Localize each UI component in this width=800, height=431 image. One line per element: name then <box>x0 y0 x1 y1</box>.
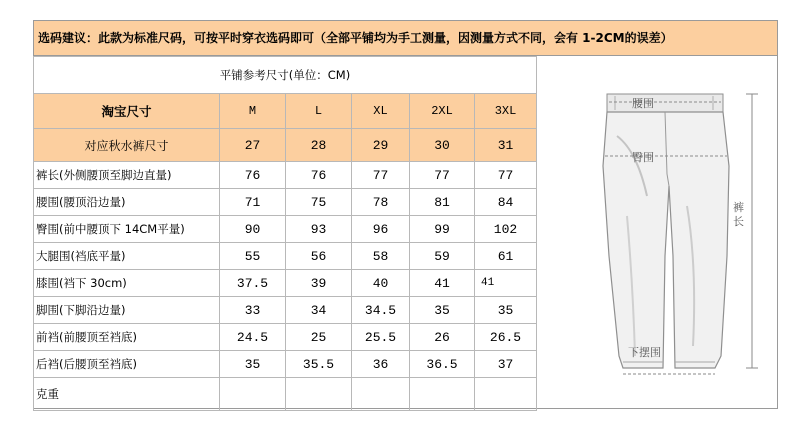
size-header-cell: XL <box>352 94 410 129</box>
measure-value: 25 <box>286 324 352 351</box>
measure-value: 36.5 <box>410 351 475 378</box>
size-header-label: 淘宝尺寸 <box>34 94 220 129</box>
measure-value: 90 <box>220 216 286 243</box>
measure-value: 96 <box>352 216 410 243</box>
size-header-cell: L <box>286 94 352 129</box>
measure-label: 臀围(前中腰顶下 14CM平量) <box>34 216 220 243</box>
waist-size-cell: 30 <box>410 129 475 162</box>
measure-value: 55 <box>220 243 286 270</box>
size-header-cell: M <box>220 94 286 129</box>
measure-value <box>286 378 352 411</box>
measure-value: 58 <box>352 243 410 270</box>
measure-value: 35.5 <box>286 351 352 378</box>
measure-label: 膝围(裆下 30cm) <box>34 270 220 297</box>
measure-value: 77 <box>410 162 475 189</box>
length-diagram-label: 裤 长 <box>733 201 744 228</box>
hem-diagram-label: 下摆围 <box>628 346 661 359</box>
measure-value: 75 <box>286 189 352 216</box>
waist-size-cell: 31 <box>475 129 537 162</box>
table-row <box>34 216 537 243</box>
measure-label: 后裆(后腰顶至裆底) <box>34 351 220 378</box>
table-title: 平铺参考尺寸(单位：CM) <box>34 57 537 94</box>
measure-value <box>410 378 475 411</box>
measure-value: 56 <box>286 243 352 270</box>
measure-value: 93 <box>286 216 352 243</box>
table-row <box>34 243 537 270</box>
size-header-cell: 3XL <box>475 94 537 129</box>
size-header-row <box>34 94 537 129</box>
table-row <box>34 162 537 189</box>
measure-value: 102 <box>475 216 537 243</box>
measure-value: 35 <box>220 351 286 378</box>
measure-value: 61 <box>475 243 537 270</box>
measure-value: 40 <box>352 270 410 297</box>
waist-size-cell: 29 <box>352 129 410 162</box>
table-row <box>34 378 537 411</box>
measure-value: 76 <box>220 162 286 189</box>
measure-label: 克重 <box>34 378 220 411</box>
measure-label: 腰围(腰顶沿边量) <box>34 189 220 216</box>
measure-value: 26.5 <box>475 324 537 351</box>
measure-value: 71 <box>220 189 286 216</box>
table-row <box>34 270 537 297</box>
measure-label: 前裆(前腰顶至裆底) <box>34 324 220 351</box>
trousers-diagram <box>536 56 779 409</box>
sizing-advice-banner: 选码建议：此款为标准尺码，可按平时穿衣选码即可（全部平铺均为手工测量，因测量方式不同，会有 1-2CM的误差） <box>33 20 778 56</box>
measure-value: 35 <box>410 297 475 324</box>
measure-value: 76 <box>286 162 352 189</box>
table-row <box>34 189 537 216</box>
measure-value: 35 <box>475 297 537 324</box>
measure-value: 37.5 <box>220 270 286 297</box>
waist-size-row <box>34 129 537 162</box>
table-row <box>34 324 537 351</box>
table-row <box>34 297 537 324</box>
measure-value: 33 <box>220 297 286 324</box>
waist-diagram-label: 腰围 <box>632 97 654 110</box>
measure-value: 37 <box>475 351 537 378</box>
measure-label: 大腿围(裆底平量) <box>34 243 220 270</box>
measure-value: 26 <box>410 324 475 351</box>
measure-value: 81 <box>410 189 475 216</box>
table-row <box>34 351 537 378</box>
size-header-cell: 2XL <box>410 94 475 129</box>
measure-value: 41 <box>475 270 537 297</box>
measure-value: 77 <box>352 162 410 189</box>
measure-label: 裤长(外侧腰顶至脚边直量) <box>34 162 220 189</box>
waist-size-cell: 27 <box>220 129 286 162</box>
measure-value: 25.5 <box>352 324 410 351</box>
measure-value: 34.5 <box>352 297 410 324</box>
measure-value: 41 <box>410 270 475 297</box>
measure-value <box>475 378 537 411</box>
measure-label: 脚围(下脚沿边量) <box>34 297 220 324</box>
size-table <box>33 56 537 411</box>
waist-size-label: 对应秋水裤尺寸 <box>34 129 220 162</box>
measure-value: 34 <box>286 297 352 324</box>
measure-value: 59 <box>410 243 475 270</box>
measure-value: 78 <box>352 189 410 216</box>
table-title-row <box>34 57 537 94</box>
measure-value: 77 <box>475 162 537 189</box>
measure-value <box>352 378 410 411</box>
measure-value: 99 <box>410 216 475 243</box>
measure-value: 24.5 <box>220 324 286 351</box>
measure-value <box>220 378 286 411</box>
measure-value: 39 <box>286 270 352 297</box>
hip-diagram-label: 臀围 <box>632 151 654 164</box>
waist-size-cell: 28 <box>286 129 352 162</box>
measure-value: 36 <box>352 351 410 378</box>
measure-value: 84 <box>475 189 537 216</box>
